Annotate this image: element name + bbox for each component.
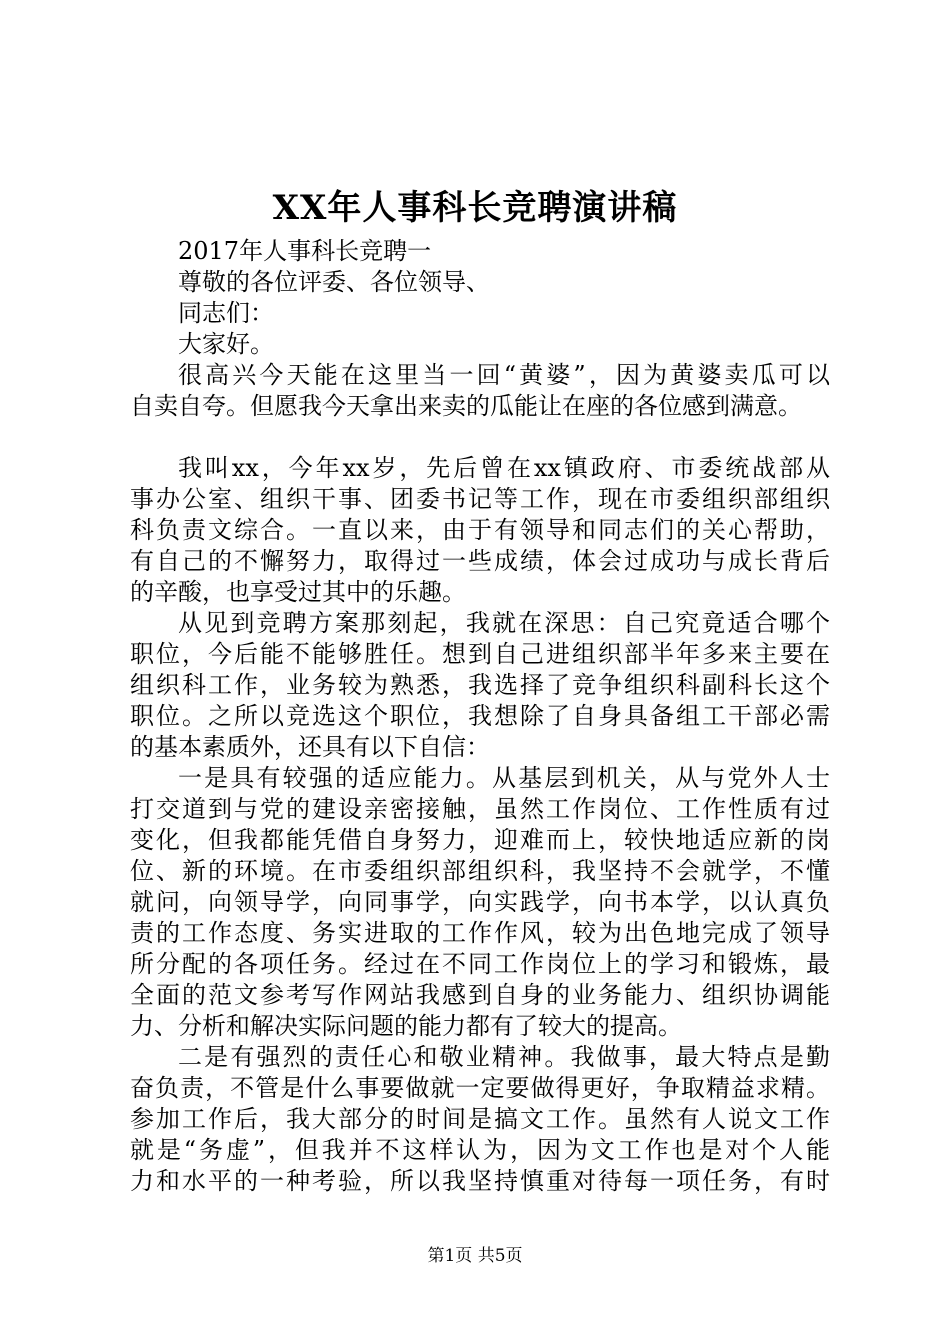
body-line: 很高兴今天能在这里当一回“黄婆”，因为黄婆卖瓜可以: [178, 361, 830, 389]
body-line: 尊敬的各位评委、各位领导、: [178, 268, 490, 296]
body-line: 事办公室、组织干事、团委书记等工作，现在市委组织部组织: [130, 485, 830, 513]
body-line: 变化，但我都能凭借自身努力，迎难而上，较快地适应新的岗: [130, 826, 830, 854]
body-line: 打交道到与党的建设亲密接触，虽然工作岗位、工作性质有过: [130, 795, 830, 823]
body-line: 我叫xx，今年xx岁，先后曾在xx镇政府、市委统战部从: [178, 454, 830, 482]
body-line: 2017年人事科长竞聘一: [178, 237, 432, 265]
body-line: 有自己的不懈努力，取得过一些成绩，体会过成功与成长背后: [130, 547, 830, 575]
body-line: 二是有强烈的责任心和敬业精神。我做事，最大特点是勤: [178, 1043, 830, 1071]
body-line: 职位，今后能不能够胜任。想到自己进组织部半年多来主要在: [130, 640, 830, 668]
document-body: [130, 236, 830, 1197]
body-line: 参加工作后，我大部分的时间是搞文工作。虽然有人说文工作: [130, 1105, 830, 1133]
body-line: 自卖自夸。但愿我今天拿出来卖的瓜能让在座的各位感到满意。: [130, 392, 802, 420]
body-line: 的基本素质外，还具有以下自信：: [130, 733, 490, 761]
body-line: 全面的范文参考写作网站我感到自身的业务能力、组织协调能: [130, 981, 830, 1009]
body-line: 职位。之所以竞选这个职位，我想除了自身具备组工干部必需: [130, 702, 830, 730]
page-footer: 第1页 共5页: [427, 1246, 523, 1266]
body-line: 责的工作态度、务实进取的工作作风，较为出色地完成了领导: [130, 919, 830, 947]
body-line: 就是“务虚”，但我并不这样认为，因为文工作也是对个人能: [130, 1136, 830, 1164]
document-title: XX年人事科长竞聘演讲稿: [272, 188, 678, 228]
blank-line: [130, 422, 830, 453]
body-line: 的辛酸，也享受过其中的乐趣。: [130, 578, 466, 606]
body-line: 从见到竞聘方案那刻起，我就在深思：自己究竟适合哪个: [178, 609, 830, 637]
body-line: 一是具有较强的适应能力。从基层到机关，从与党外人士: [178, 764, 830, 792]
body-line: 大家好。: [178, 330, 274, 358]
body-line: 组织科工作，业务较为熟悉，我选择了竞争组织科副科长这个: [130, 671, 830, 699]
body-line: 位、新的环境。在市委组织部组织科，我坚持不会就学，不懂: [130, 857, 830, 885]
body-line: 同志们：: [178, 299, 274, 327]
body-line: 奋负责，不管是什么事要做就一定要做得更好，争取精益求精。: [130, 1074, 830, 1102]
body-line: 力和水平的一种考验，所以我坚持慎重对待每一项任务，有时: [130, 1167, 830, 1195]
body-line: 就问，向领导学，向同事学，向实践学，向书本学，以认真负: [130, 888, 830, 916]
body-line: 力、分析和解决实际问题的能力都有了较大的提高。: [130, 1012, 682, 1040]
body-line: 科负责文综合。一直以来，由于有领导和同志们的关心帮助，: [130, 516, 830, 544]
body-line: 所分配的各项任务。经过在不同工作岗位上的学习和锻炼，最: [130, 950, 830, 978]
